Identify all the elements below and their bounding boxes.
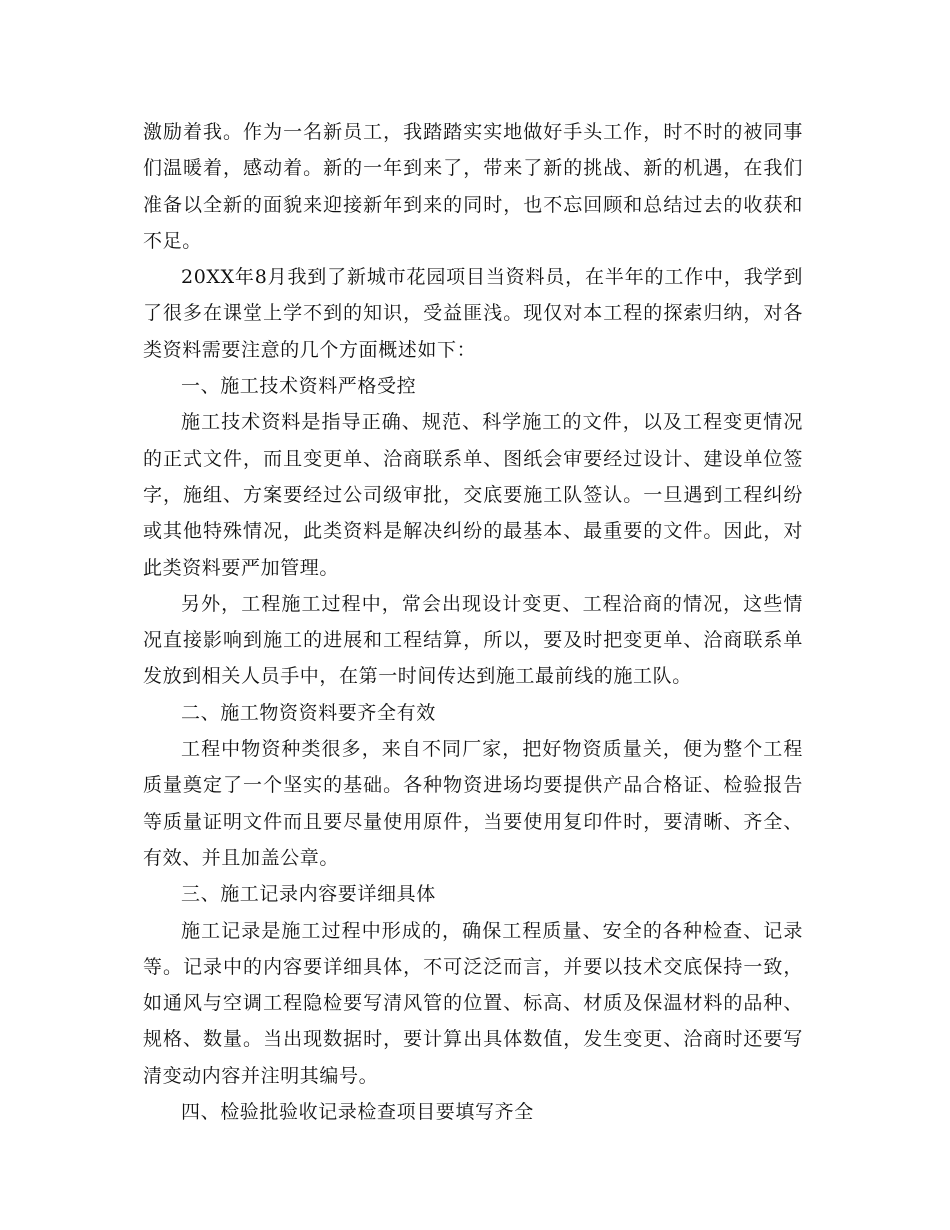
paragraph: 工程中物资种类很多，来自不同厂家，把好物资质量关，便为整个工程质量奠定了一个坚实的基础。各种物资进场均要提供产品合格证、检验报告等质量证明文件而且要尽量使用原件，当要使用复印件时，要清晰、齐全、有效、并且加盖公章。: [143, 738, 803, 869]
document-body: [143, 114, 803, 1130]
paragraph: 另外，工程施工过程中，常会出现设计变更、工程洽商的情况，这些情况直接影响到施工的进展和工程结算，所以，要及时把变更单、洽商联系单发放到相关人员手中，在第一时间传达到施工最前线的施工队。: [143, 592, 803, 688]
paragraph: 激励着我。作为一名新员工，我踏踏实实地做好手头工作，时不时的被同事们温暖着，感动着。新的一年到来了，带来了新的挑战、新的机遇，在我们准备以全新的面貌来迎接新年到来的同时，也不忘回顾和总结过去的收获和不足。: [143, 121, 803, 252]
paragraph: 施工技术资料是指导正确、规范、科学施工的文件，以及工程变更情况的正式文件，而且变更单、洽商联系单、图纸会审要经过设计、建设单位签字，施组、方案要经过公司级审批，交底要施工队签认。一旦遇到工程纠纷或其他特殊情况，此类资料是解决纠纷的最基本、最重要的文件。因此，对此类资料要严加管理。: [143, 411, 803, 579]
section-heading: 一、施工技术资料严格受控: [181, 375, 417, 398]
paragraph: 20XX年8月我到了新城市花园项目当资料员，在半年的工作中，我学到了很多在课堂上学不到的知识，受益匪浅。现仅对本工程的探索归纳，对各类资料需要注意的几个方面概述如下：: [143, 266, 803, 361]
section-heading: 三、施工记录内容要详细具体: [181, 883, 436, 906]
paragraph: 施工记录是施工过程中形成的，确保工程质量、安全的各种检查、记录等。记录中的内容要详细具体，不可泛泛而言，并要以技术交底保持一致，如通风与空调工程隐检要写清风管的位置、标高、材质及保温材料的品种、规格、数量。当出现数据时，要计算出具体数值，发生变更、洽商时还要写清变动内容并注明其编号。: [143, 919, 803, 1087]
section-heading: 四、检验批验收记录检查项目要填写齐全: [181, 1101, 534, 1124]
section-heading: 二、施工物资资料要齐全有效: [181, 701, 436, 724]
